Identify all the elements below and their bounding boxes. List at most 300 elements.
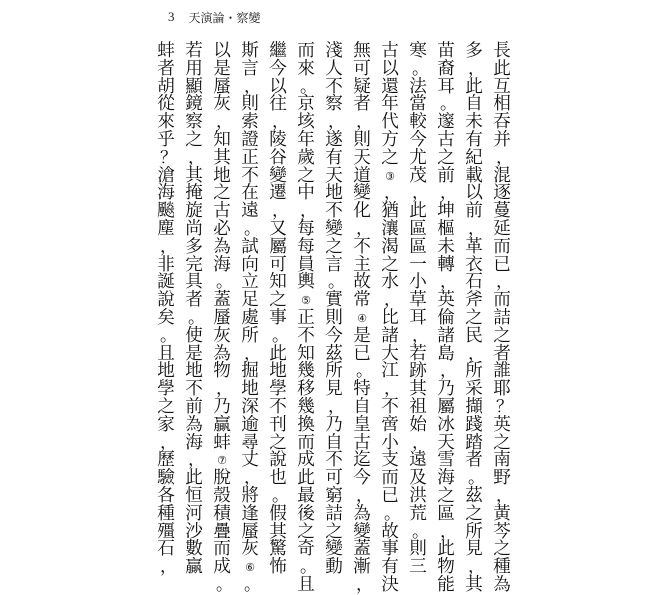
text-glyph: 事 [269,307,287,328]
text-glyph: 之 [381,254,399,275]
text-glyph: 自 [465,94,483,115]
text-glyph: 若 [185,41,203,61]
text-glyph: 刊 [269,414,287,435]
text-glyph: 倫 [437,307,455,328]
text-glyph: 立 [241,272,259,293]
punctuation-glyph: ， [160,432,177,453]
text-glyph: 換 [297,414,315,435]
text-glyph: 此 [409,201,427,222]
text-glyph: 未 [437,236,455,257]
text-glyph: 此 [185,468,203,489]
text-glyph: 從 [157,94,175,115]
punctuation-glyph: 。 [440,94,457,115]
text-glyph: 所 [465,521,483,542]
text-glyph: 將 [241,485,259,506]
text-glyph: 比 [381,307,399,328]
text-glyph: 及 [409,468,427,489]
text-column [240,43,260,595]
text-glyph: 逾 [241,414,259,435]
text-glyph: 是 [213,58,231,79]
text-glyph: 苗 [437,41,455,61]
punctuation-glyph: ， [244,343,261,364]
text-glyph: 三 [409,557,427,578]
punctuation-glyph: ， [384,379,401,400]
text-glyph: 滄 [157,165,175,186]
text-glyph: 諸 [381,325,399,346]
text-glyph: 學 [269,379,287,400]
text-glyph: 遂 [325,129,343,150]
text-glyph: 使 [185,325,203,346]
text-glyph: 地 [241,379,259,400]
text-glyph: 者 [493,343,511,364]
text-glyph: 之 [493,432,511,453]
text-glyph: 之 [185,129,203,150]
text-glyph: 區 [409,218,427,239]
text-glyph: 說 [269,450,287,471]
text-glyph: 之 [465,503,483,524]
text-glyph: 天 [325,165,343,186]
text-glyph: 必 [213,218,231,239]
punctuation-glyph: ， [468,557,485,578]
text-glyph: 諸 [437,325,455,346]
text-glyph: 言 [325,254,343,275]
text-glyph: 變 [325,539,343,560]
text-glyph: 小 [381,432,399,453]
text-glyph: 古 [437,129,455,150]
punctuation-glyph: 。 [188,307,205,328]
text-glyph: 為 [493,574,511,595]
text-glyph: 地 [185,361,203,382]
text-glyph: 足 [241,290,259,311]
text-glyph: 之 [325,236,343,257]
text-glyph: 啻 [381,414,399,435]
text-glyph: 衣 [465,254,483,275]
footnote-marker: ⑤ [301,294,311,308]
text-glyph: 海 [213,254,231,275]
text-column [380,43,400,595]
text-glyph: 之 [213,183,231,204]
punctuation-glyph: ， [440,521,457,542]
text-glyph: 誰 [493,361,511,382]
text-glyph: 天 [353,147,371,168]
text-glyph: 耳 [437,76,455,97]
text-glyph: 祖 [409,396,427,417]
punctuation-glyph: ， [188,147,205,168]
text-glyph: 京 [297,94,315,115]
text-glyph: 邃 [437,112,455,133]
text-glyph: 不 [185,379,203,400]
text-column [408,43,428,577]
text-glyph: 水 [381,272,399,293]
text-glyph: 詰 [325,503,343,524]
text-glyph: 南 [493,450,511,471]
text-glyph: 方 [381,129,399,150]
text-glyph: 黃 [493,503,511,524]
punctuation-glyph: ， [356,574,373,595]
text-glyph: 尚 [185,218,203,239]
text-glyph: 擷 [465,396,483,417]
text-glyph: 渴 [381,236,399,257]
text-glyph: 海 [185,432,203,453]
text-glyph: 顯 [185,76,203,97]
text-glyph: 此 [269,343,287,364]
text-glyph: 斯 [241,41,259,61]
text-glyph: 詰 [493,307,511,328]
text-glyph: 特 [353,379,371,400]
text-glyph: 家 [157,414,175,435]
text-glyph: 每 [297,218,315,239]
text-glyph: 淺 [325,41,343,61]
text-glyph: 故 [353,272,371,293]
text-glyph: 已 [381,485,399,506]
text-glyph: 遠 [241,201,259,222]
text-glyph: 決 [381,574,399,595]
text-glyph: 每 [297,236,315,257]
footnote-marker: ⑦ [217,454,227,468]
text-glyph: 陵 [269,129,287,150]
text-glyph: 多 [465,41,483,61]
text-glyph: 者 [157,58,175,79]
text-glyph: 今 [353,468,371,489]
punctuation-glyph: ， [468,58,485,79]
text-glyph: 踐 [465,414,483,435]
text-glyph: 蜃 [241,521,259,542]
punctuation-glyph: ， [300,201,317,222]
text-glyph: 其 [185,165,203,186]
text-glyph: 茲 [465,485,483,506]
text-glyph: 變 [325,218,343,239]
text-glyph: 用 [185,58,203,79]
text-glyph: 奇 [297,539,315,560]
text-glyph: 乃 [213,396,231,417]
text-glyph: 飈 [157,201,175,222]
text-glyph: 又 [269,218,287,239]
text-glyph: 之 [269,432,287,453]
text-glyph: 此 [465,76,483,97]
text-glyph: 其 [213,147,231,168]
text-glyph: 皇 [353,414,371,435]
text-glyph: 乃 [325,414,343,435]
punctuation-glyph: ， [468,343,485,364]
text-glyph: 事 [381,539,399,560]
punctuation-glyph: 。 [160,325,177,346]
text-glyph: 已 [353,343,371,364]
text-column [352,43,372,595]
text-glyph: 自 [325,432,343,453]
text-glyph: 踏 [465,432,483,453]
text-glyph: 不 [325,450,343,471]
text-glyph: 地 [213,165,231,186]
text-glyph: 主 [353,254,371,275]
text-glyph: 坤 [437,201,455,222]
text-glyph: 之 [437,147,455,168]
text-column [268,43,288,577]
running-header-title: 天演論・察變 [188,10,261,25]
punctuation-glyph: ， [356,218,373,239]
text-glyph: 可 [269,254,287,275]
punctuation-glyph: 。 [300,76,317,97]
footnote-marker: ⑥ [245,561,255,575]
text-glyph: 猶 [381,201,399,222]
text-glyph: 此 [297,468,315,489]
text-glyph: 可 [353,58,371,79]
text-glyph: 最 [297,485,315,506]
text-glyph: 動 [325,557,343,578]
text-glyph: 為 [353,503,371,524]
text-glyph: 已 [493,254,511,275]
punctuation-glyph: ， [216,379,233,400]
text-glyph: 知 [213,129,231,150]
punctuation-glyph: 。 [244,574,261,595]
text-glyph: 學 [157,379,175,400]
text-glyph: 可 [325,468,343,489]
text-glyph: 證 [241,129,259,150]
text-glyph: 英 [437,290,455,311]
text-glyph: 大 [381,343,399,364]
text-glyph: 耳 [409,307,427,328]
text-glyph: 垓 [297,112,315,133]
text-glyph: 今 [325,325,343,346]
text-glyph: 為 [213,343,231,364]
text-glyph: 革 [465,236,483,257]
text-glyph: 而 [493,290,511,311]
text-glyph: 其 [269,521,287,542]
punctuation-glyph: ， [244,76,261,97]
text-glyph: 幾 [297,396,315,417]
text-glyph: 古 [353,432,371,453]
text-glyph: 以 [381,58,399,79]
text-glyph: 具 [185,272,203,293]
punctuation-glyph: 。 [272,485,289,506]
text-glyph: 乎 [157,129,175,150]
punctuation-glyph: ， [160,557,177,578]
text-glyph: 殭 [157,521,175,542]
punctuation-glyph: ， [272,112,289,133]
text-glyph: 掩 [185,183,203,204]
text-glyph: 正 [241,147,259,168]
text-glyph: 常 [353,290,371,311]
text-glyph: 中 [297,183,315,204]
text-glyph: 向 [241,254,259,275]
text-glyph: 相 [493,94,511,115]
text-glyph: 知 [269,272,287,293]
text-glyph: 島 [437,343,455,364]
text-glyph: 之 [493,539,511,560]
text-glyph: 所 [325,361,343,382]
text-glyph: 而 [381,468,399,489]
text-glyph: 不 [269,396,287,417]
text-glyph: 年 [297,129,315,150]
text-glyph: 古 [381,41,399,61]
text-glyph: 谷 [269,147,287,168]
text-glyph: 變 [269,165,287,186]
text-glyph: 幾 [297,361,315,382]
text-glyph: 較 [409,112,427,133]
text-glyph: 故 [381,521,399,542]
text-glyph: 不 [241,165,259,186]
page-header [168,8,261,26]
text-glyph: 驚 [269,539,287,560]
text-glyph: 所 [241,325,259,346]
text-glyph: 積 [213,503,231,524]
text-glyph: 跡 [409,361,427,382]
text-glyph: 載 [465,165,483,186]
text-glyph: 言 [241,58,259,79]
text-glyph: 逢 [241,503,259,524]
text-glyph: 區 [409,236,427,257]
text-glyph: 之 [157,396,175,417]
text-glyph: 正 [297,307,315,328]
text-glyph: 蔓 [493,201,511,222]
text-glyph: 不 [325,201,343,222]
text-glyph: 所 [465,361,483,382]
text-column [184,43,204,577]
text-glyph: 知 [297,343,315,364]
text-glyph: 芩 [493,521,511,542]
text-glyph: 能 [437,574,455,595]
text-glyph: 有 [465,129,483,150]
text-glyph: 茲 [325,343,343,364]
text-glyph: 延 [493,218,511,239]
punctuation-glyph: 。 [384,503,401,524]
text-glyph: 變 [353,183,371,204]
punctuation-glyph: ， [496,147,513,168]
text-glyph: 之 [493,325,511,346]
text-glyph: 之 [325,521,343,542]
text-glyph: 蚌 [157,41,175,61]
text-glyph: 非 [157,254,175,275]
text-glyph: 為 [213,236,231,257]
text-glyph: 今 [409,129,427,150]
text-glyph: 荒 [409,503,427,524]
text-glyph: 則 [409,539,427,560]
text-glyph: 耶 [493,379,511,400]
punctuation-glyph: 。 [216,272,233,293]
text-glyph: 數 [185,539,203,560]
text-glyph: 茂 [409,165,427,186]
text-glyph: 采 [465,379,483,400]
punctuation-glyph: ， [356,485,373,506]
text-glyph: 員 [297,254,315,275]
text-glyph: 而 [493,236,511,257]
text-glyph: 也 [269,468,287,489]
text-glyph: 灰 [213,94,231,115]
text-glyph: 前 [437,165,455,186]
text-glyph: 還 [381,76,399,97]
text-glyph: 在 [241,183,259,204]
text-glyph: 長 [493,41,511,61]
punctuation-glyph: ， [440,272,457,293]
punctuation-glyph: ， [188,450,205,471]
text-glyph: 窮 [325,485,343,506]
text-glyph: 種 [157,503,175,524]
text-glyph: 且 [297,574,315,595]
text-glyph: 紀 [465,147,483,168]
text-glyph: 塵 [157,218,175,239]
text-glyph: 試 [241,236,259,257]
punctuation-glyph: 。 [412,58,429,79]
text-glyph: 漸 [353,557,371,578]
text-glyph: 鏡 [185,94,203,115]
text-glyph: 來 [297,58,315,79]
text-glyph: 有 [325,147,343,168]
text-glyph: 海 [437,468,455,489]
text-glyph: 蓋 [353,539,371,560]
punctuation-glyph: ， [328,396,345,417]
text-glyph: 人 [325,58,343,79]
punctuation-glyph: ， [328,112,345,133]
punctuation-glyph: ， [468,218,485,239]
text-glyph: 之 [381,147,399,168]
text-glyph: 天 [437,432,455,453]
text-glyph: 歷 [157,450,175,471]
text-glyph: 之 [297,521,315,542]
text-glyph: 化 [353,201,371,222]
text-glyph: 者 [465,450,483,471]
text-glyph: 未 [465,112,483,133]
text-column [156,43,176,577]
text-glyph: 當 [409,94,427,115]
text-glyph: 沙 [185,521,203,542]
text-glyph: 各 [157,485,175,506]
punctuation-glyph: ， [412,432,429,453]
text-glyph: 察 [325,94,343,115]
text-glyph: 處 [241,307,259,328]
text-glyph: 逐 [493,183,511,204]
text-glyph: 互 [493,76,511,97]
text-glyph: 法 [409,76,427,97]
text-glyph: 變 [353,521,371,542]
text-glyph: 河 [185,503,203,524]
punctuation-glyph: 。 [272,325,289,346]
punctuation-glyph: 。 [328,272,345,293]
text-glyph: 旋 [185,201,203,222]
text-glyph: 不 [325,76,343,97]
text-glyph: 則 [353,129,371,150]
text-glyph: 古 [213,201,231,222]
text-glyph: 種 [493,557,511,578]
punctuation-glyph: ， [384,183,401,204]
text-glyph: 屬 [269,236,287,257]
text-glyph: 寒 [409,41,427,61]
text-glyph: 其 [409,379,427,400]
text-glyph: 實 [325,290,343,311]
punctuation-glyph: ， [440,361,457,382]
text-glyph: 不 [353,236,371,257]
punctuation-glyph: ？ [160,147,177,168]
text-glyph: 道 [353,165,371,186]
text-glyph: 地 [325,183,343,204]
text-glyph: 尤 [409,147,427,168]
punctuation-glyph: ， [412,183,429,204]
footnote-marker: ④ [357,311,367,325]
text-glyph: 而 [297,41,315,61]
text-glyph: 年 [381,94,399,115]
text-glyph: 草 [409,290,427,311]
text-glyph: 則 [325,307,343,328]
text-glyph: 斧 [465,290,483,311]
text-glyph: 物 [437,557,455,578]
text-glyph: 輿 [297,272,315,293]
text-glyph: 一 [409,254,427,275]
text-glyph: 矣 [157,307,175,328]
text-glyph: 物 [213,361,231,382]
text-glyph: 者 [353,94,371,115]
text-glyph: 成 [297,450,315,471]
text-glyph: 尋 [241,432,259,453]
text-glyph: 是 [185,343,203,364]
text-glyph: 混 [493,165,511,186]
